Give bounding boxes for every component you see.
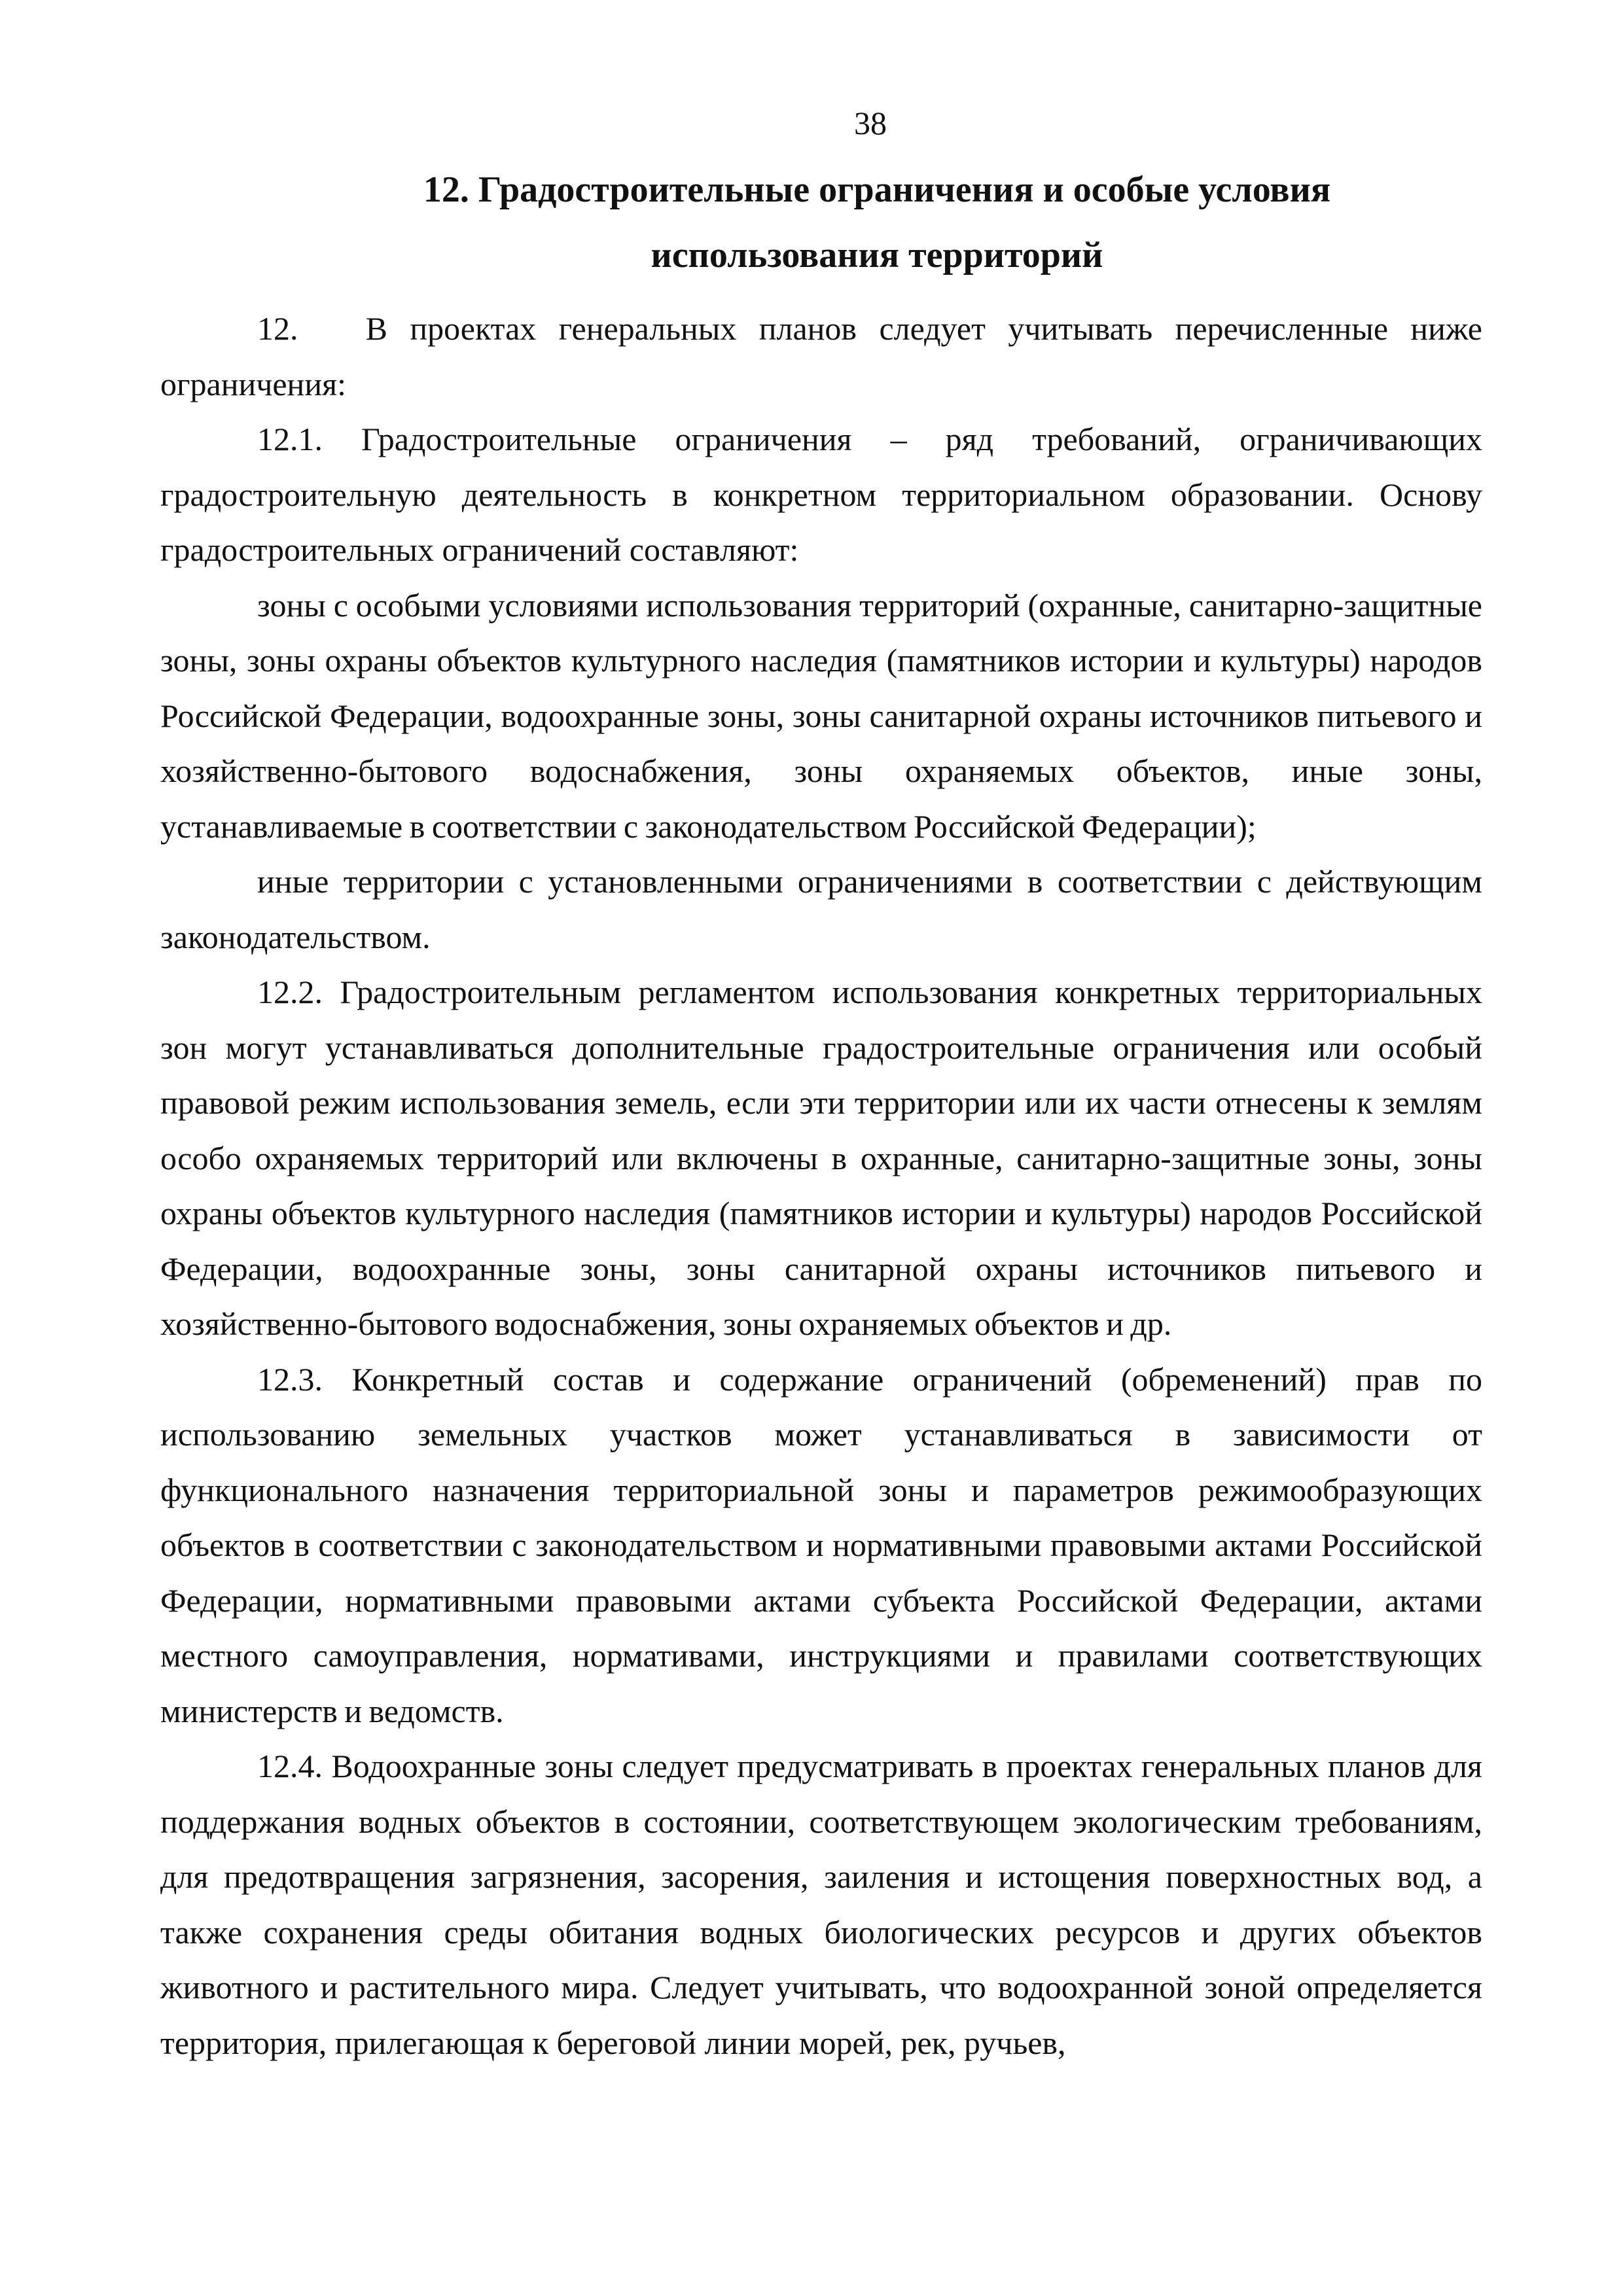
paragraph-12-3: 12.3. Конкретный состав и содержание ограничений (обременений) прав по использованию земельных участков может устанавливаться в зависимости от функционального назначения территориальной зоны и параметров режимообразующих объектов в соответствии с законодательством и нормативными правовыми актами Российской Федерации, нормативными правовыми актами субъекта Российской Федерации, актами местного самоуправления, нормативами, инструкциями и правилами соответствующих министерств и ведомств.	[160, 1360, 1482, 1729]
paragraph-12-4: 12.4. Водоохранные зоны следует предусматривать в проектах генеральных планов для поддержания водных объектов в состоянии, соответствующем экологическим требованиям, для предотвращения загрязнения, засорения, заиления и истощения поверхностных вод, а также сохранения среды обитания водных биологических ресурсов и других объектов животного и растительного мира. Следует учитывать, что водоохранной зоной определяется территория, прилегающая к береговой линии морей, рек, ручьев,	[160, 1748, 1482, 2061]
document-body	[160, 301, 1482, 2070]
page-number: 38	[854, 105, 887, 141]
paragraph-zones-list: зоны с особыми условиями использования территорий (охранные, санитарно-защитные зоны, зоны охраны объектов культурного наследия (памятников истории и культуры) народов Российской Федерации, водоохранные зоны, зоны санитарной охраны источников питьевого и хозяйственно-бытового водоснабжения, зоны охраняемых объектов, иные зоны, устанавливаемые в соответствии с законодательством Российской Федерации);	[160, 586, 1482, 845]
paragraph-12-1: 12.1. Градостроительные ограничения – ряд требований, ограничивающих градостроительную деятельность в конкретном территориальном образовании. Основу градостроительных ограничений составляют:	[160, 421, 1482, 568]
section-heading-line-2: использования территорий	[651, 235, 1103, 275]
paragraph-other-territories: иные территории с установленными ограничениями в соответствии с действующим законодательством.	[160, 863, 1482, 955]
section-heading	[160, 157, 1482, 288]
paragraph-12-2: 12.2. Градостроительным регламентом использования конкретных территориальных зон могут устанавливаться дополнительные градостроительные ограничения или особый правовой режим использования земель, если эти территории или их части отнесены к землям особо охраняемых территорий или включены в охранные, санитарно-защитные зоны, зоны охраны объектов культурного наследия (памятников истории и культуры) народов Российской Федерации, водоохранные зоны, зоны санитарной охраны источников питьевого и хозяйственно-бытового водоснабжения, зоны охраняемых объектов и др.	[160, 974, 1482, 1342]
section-heading-line-1: 12. Градостроительные ограничения и особые условия	[423, 169, 1331, 210]
paragraph-12: 12. В проектах генеральных планов следует учитывать перечисленные ниже ограничения:	[160, 310, 1482, 402]
